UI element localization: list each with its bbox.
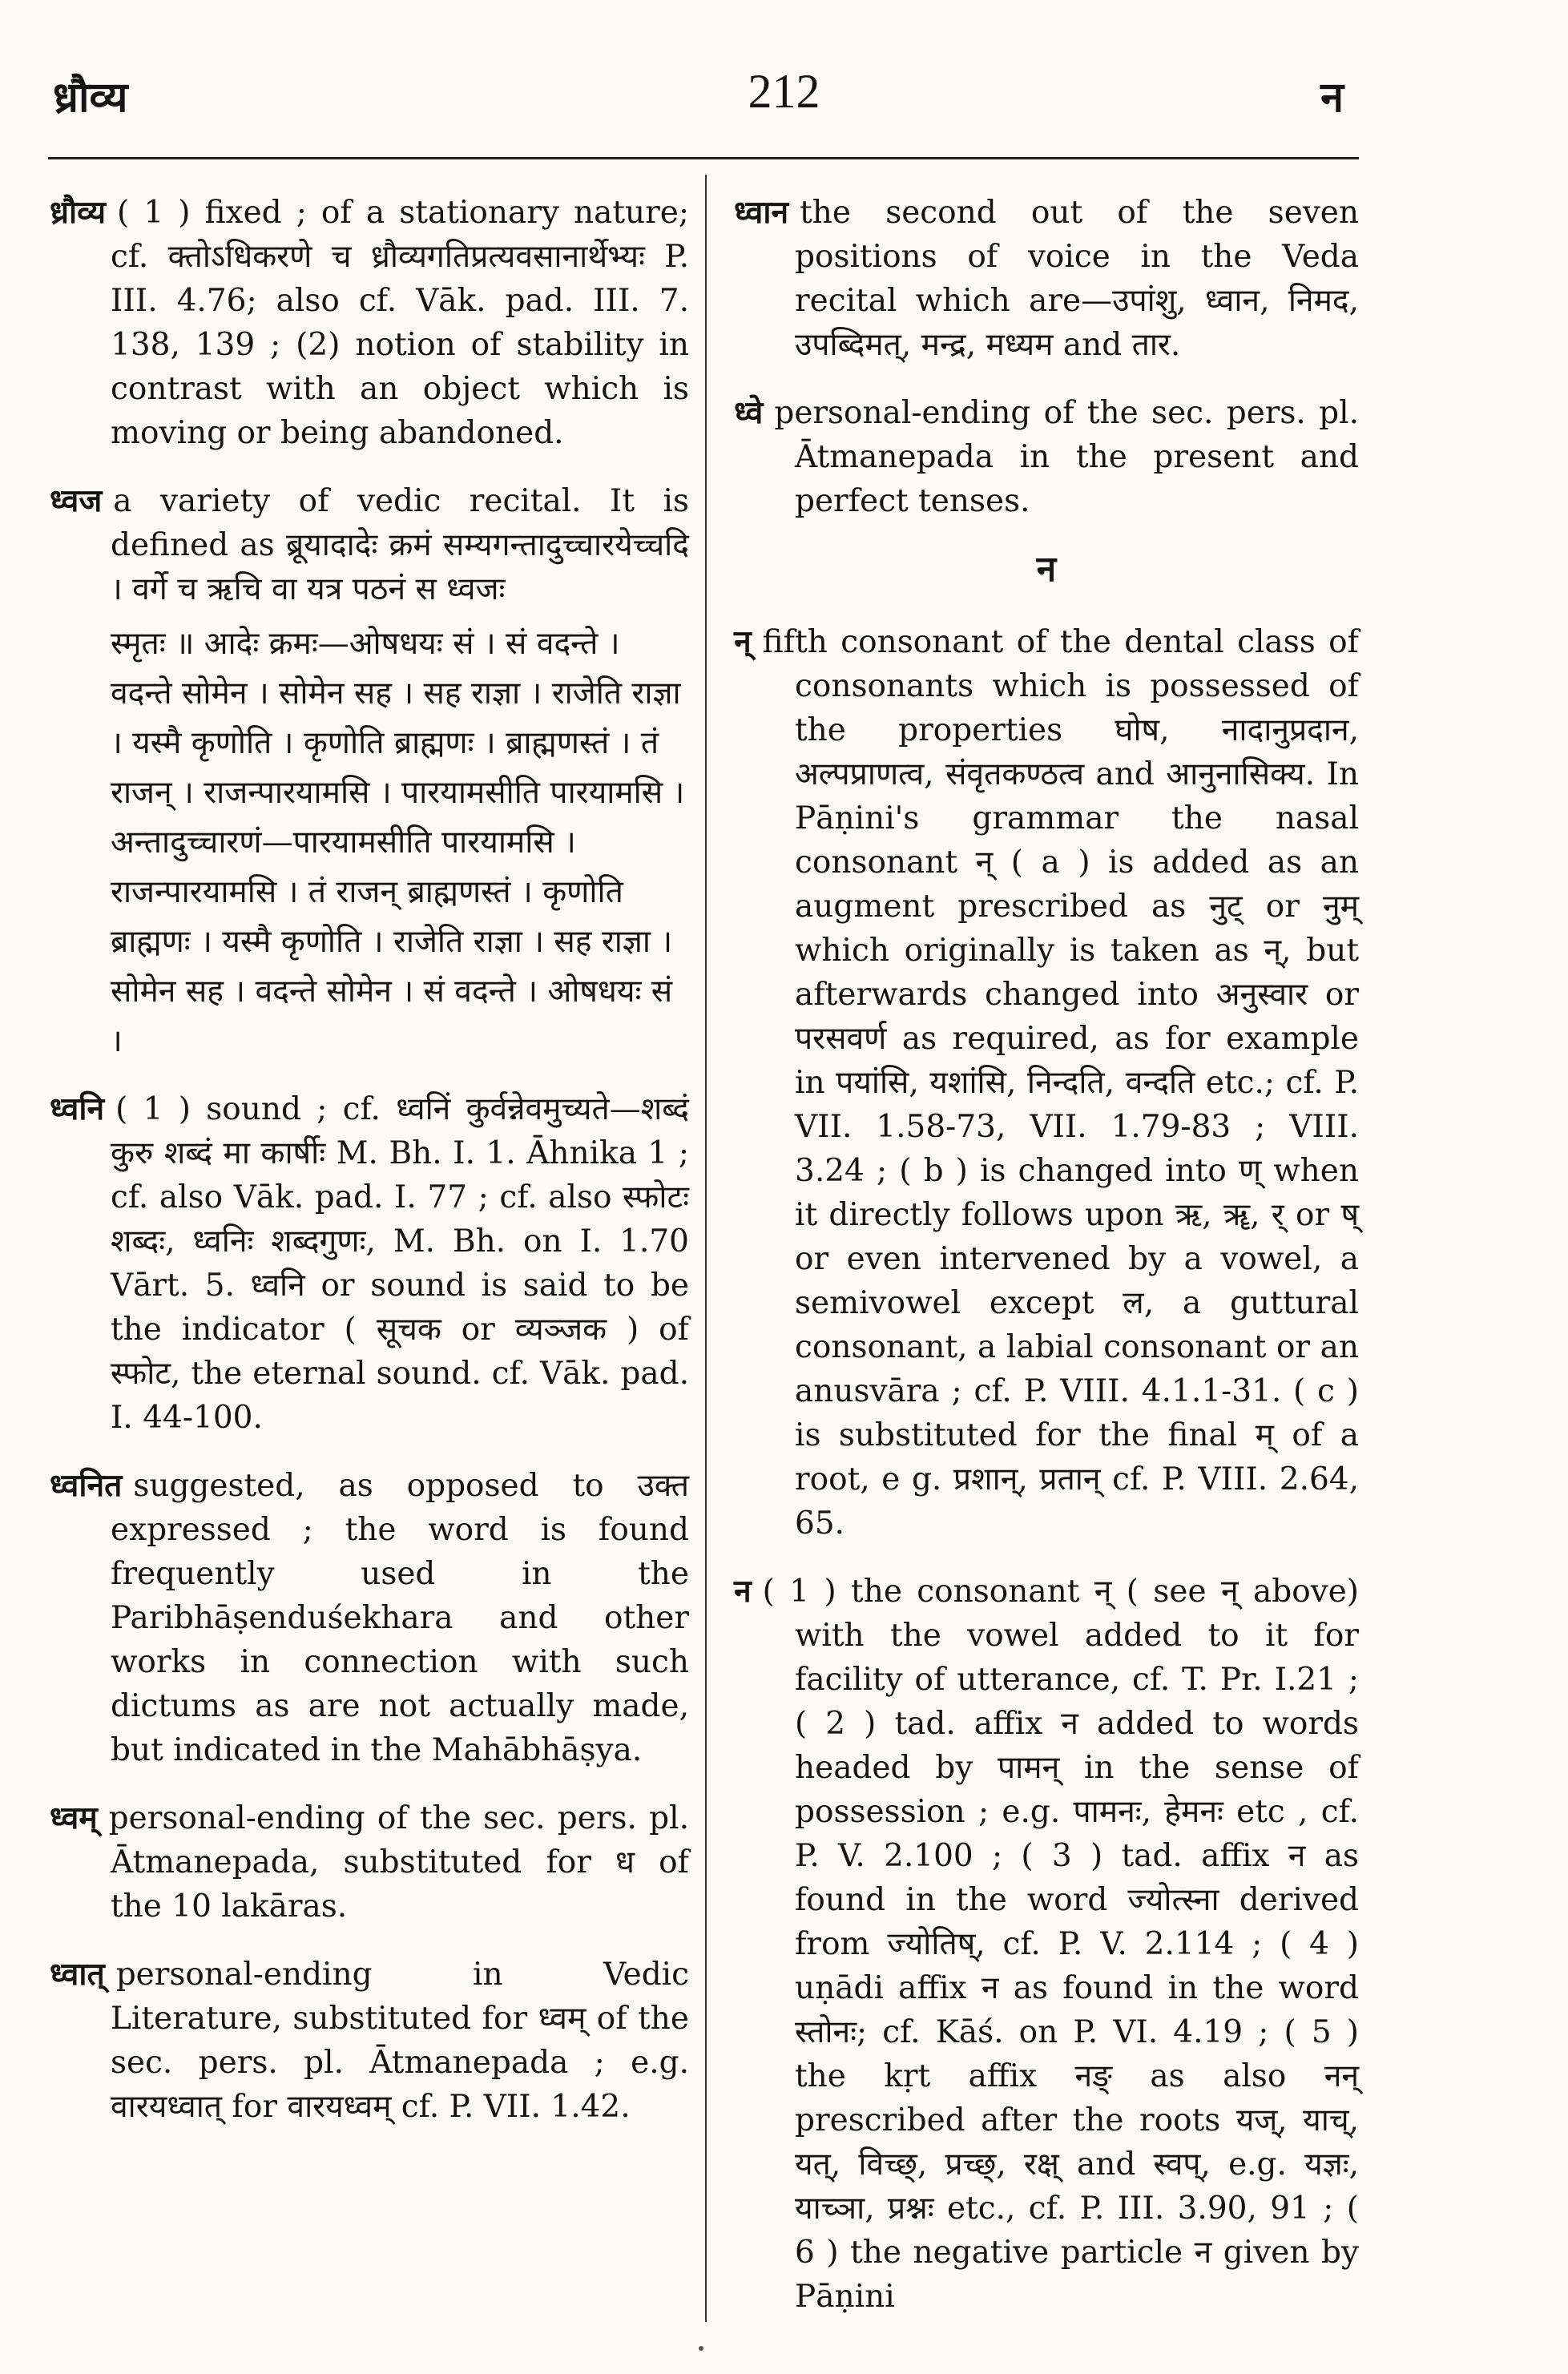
entry-dhvaja [50,479,689,611]
headword: ध्वम् [50,1800,98,1836]
definition: the second out of the seven positions of voice in the Veda recital which are—उपांशु, ध्वान, निमद, उपब्दिमत्, मन्द्र, मध्यम and तार. [795,195,1359,363]
definition: a variety of vedic recital. It is defined as ब्रूयादादेः क्रमं सम्यगन्तादुच्चारयेच्चदि । वर्गे च ऋचि वा यत्र पठनं स ध्वजः [111,483,689,607]
headword: ध्वात् [50,1956,105,1993]
entry-dhvat [50,1953,689,2129]
entry-na [734,1570,1359,2319]
definition: personal-ending of the sec. pers. pl. Ātmanepada, substituted for ध of the 10 lakāras. [108,1800,689,1925]
entry-dhrauvya [50,191,689,455]
headword: ध्वान [734,194,789,231]
headword: ध्वज [50,482,103,519]
entry-dhvam [50,1796,689,1929]
definition: personal-ending of the sec. pers. pl. Ātmanepada in the present and perfect tenses. [774,395,1359,519]
right-column [734,191,1359,2343]
headword: न [734,1573,752,1610]
headword: ध्वनित [50,1467,123,1504]
page-dot [699,2346,703,2351]
header-rule [48,157,1359,159]
headword: ध्रौव्य [50,194,107,231]
headword: ध्वनि [50,1090,105,1127]
entry-n-consonant [734,620,1359,1546]
dhvaja-recital-example [50,619,689,1066]
section-letter: न [1036,549,1057,590]
recital-text: स्मृतः ॥ आदेः क्रमः—ओषधयः सं । सं वदन्ते । वदन्ते सोमेन । सोमेन सह । सह राज्ञा । राजेति राज्ञा । यस्मै कृणोति । कृणोति ब्राह्मणः । ब्राह्मणस्तं । तं राजन् । राजन्पारयामसि । पारयामसीति पारयामसि । अन्तादुच्चारणं—पारयामसीति पारयामसि । राजन्पारयामसि । तं राजन् ब्राह्मणस्तं । कृणोति ब्राह्मणः । यस्मै कृणोति । राजेति राज्ञा । सह राज्ञा । सोमेन सह । वदन्ते सोमेन । सं वदन्ते । ओषधयः सं । [111,626,685,1059]
definition: ( 1 ) sound ; cf. ध्वनिं कुर्वन्नेवमुच्यते—शब्दं कुरु शब्दं मा कार्षीः M. Bh. I. 1. Āhnika 1 ; cf. also Vāk. pad. I. 77 ; cf. also स्फोटः शब्दः, ध्वनिः शब्दगुणः, M. Bh. on I. 1.70 Vārt. 5. ध्वनि or sound is said to be the indicator ( सूचक or व्यञ्जक ) of स्फोट, the eternal sound. cf. Vāk. pad. I. 44-100. [111,1091,689,1436]
page-number: 212 [748,65,820,118]
running-head-right: न [1320,73,1344,122]
headword: ध्वे [734,394,764,431]
entry-dhvani [50,1087,689,1440]
entry-dhvana [734,191,1359,367]
running-head-left: ध्रौव्य [53,73,128,122]
definition: ( 1 ) the consonant न् ( see न् above) with the vowel added to it for facility of utterance, cf. T. Pr. I.21 ; ( 2 ) tad. affix न added to words headed by पामन् in the sense of possession ; e.g. पामनः, हेमनः etc , cf. P. V. 2.100 ; ( 3 ) tad. affix न as found in the word ज्योत्स्ना derived from ज्योतिष्, cf. P. V. 2.114 ; ( 4 ) uṇādi affix न as found in the word स्तोनः; cf. Kāś. on P. VI. 4.19 ; ( 5 ) the kṛt affix नङ् as also नन् prescribed after the roots यज्, याच्, यत्, विच्छ्, प्रच्छ्, रक्ष् and स्वप्, e.g. यज्ञः, याच्ञा, प्रश्नः etc., cf. P. III. 3.90, 91 ; ( 6 ) the negative particle न given by Pāṇini [762,1574,1359,2315]
headword: न् [734,623,752,660]
left-column [50,191,689,2153]
entry-dhvanita [50,1464,689,1772]
definition: ( 1 ) fixed ; of a stationary nature; cf. क्तोऽधिकरणे च ध्रौव्यगतिप्रत्यवसानार्थेभ्यः P. III. 4.76; also cf. Vāk. pad. III. 7. 138, 139 ; (2) notion of stability in contrast with an object which is moving or being abandoned. [111,195,689,451]
definition: suggested, as opposed to उक्त expressed ; the word is found frequently used in the Paribhāṣenduśekhara and other works in connection with such dictums as are not actually made, but indicated in the Mahābhāṣya. [111,1468,689,1768]
definition: personal-ending in Vedic Literature, substituted for ध्वम् of the sec. pers. pl. Ātmanepada ; e.g. वारयध्वात् for वारयध्वम् cf. P. VII. 1.42. [111,1957,689,2125]
entry-dhve [734,391,1359,523]
column-divider [705,175,707,2322]
definition: fifth consonant of the dental class of consonants which is possessed of the properties घोष, नादानुप्रदान, अल्पप्राणत्व, संवृतकण्ठत्व and आनुनासिक्य. In Pāṇini's grammar the nasal consonant न् ( a ) is added as an augment prescribed as नुट् or नुम् which originally is taken as न्, but afterwards changed into अनुस्वार or परसवर्ण as required, as for example in पयांसि, यशांसि, निन्दति, वन्दति etc.; cf. P. VII. 1.58-73, VII. 1.79-83 ; VIII. 3.24 ; ( b ) is changed into ण् when it directly follows upon ऋ, ॠ, र् or ष् or even intervened by a vowel, a semivowel except ल, a guttural consonant, a labial consonant or an anusvāra ; cf. P. VIII. 4.1.1-31. ( c ) is substituted for the final म् of a root, e g. प्रशान्, प्रतान् cf. P. VIII. 2.64, 65. [762,624,1359,1542]
